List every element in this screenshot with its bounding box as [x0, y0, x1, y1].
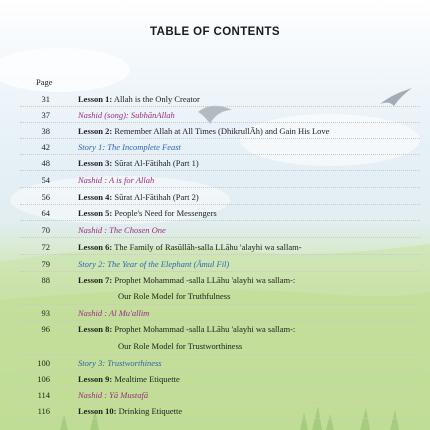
toc-entry[interactable] [0, 273, 430, 287]
entry-title: Story 1: The Incomplete Feast [78, 142, 181, 152]
toc-entry[interactable] [0, 190, 430, 204]
divider [20, 271, 420, 272]
divider [20, 237, 420, 238]
lesson-label: Lesson 3: [78, 158, 113, 168]
lesson-label: Lesson 8: [78, 324, 113, 334]
page-number: 56 [41, 192, 50, 202]
toc-entry[interactable] [0, 173, 430, 187]
toc-entry[interactable] [0, 92, 430, 106]
divider [20, 122, 420, 123]
divider [20, 320, 420, 321]
page-number: 31 [41, 94, 50, 104]
page-number: 38 [41, 126, 50, 136]
toc-entry[interactable] [0, 124, 430, 138]
page-number: 106 [37, 374, 50, 384]
toc-entry[interactable] [0, 140, 430, 154]
divider [20, 170, 420, 171]
divider [20, 354, 420, 355]
toc-entry[interactable] [0, 372, 430, 386]
entry-title: Nashid (song): SubhānAllah [78, 110, 175, 120]
lesson-label: Lesson 6: [78, 242, 113, 252]
lesson-label: Lesson 2: [78, 126, 113, 136]
entry-title: Story 2: The Year of the Elephant (Āmul Fil) [78, 259, 230, 269]
page-number: 116 [37, 406, 50, 416]
entry-title: Nashid : A is for Allah [78, 175, 155, 185]
toc-entry[interactable] [0, 306, 430, 320]
toc-entry[interactable] [0, 404, 430, 418]
entry-title: Our Role Model for Truthfulness [118, 291, 231, 301]
page-number: 100 [37, 358, 50, 368]
page-number: 48 [41, 158, 50, 168]
divider [20, 187, 420, 188]
page-number: 96 [41, 324, 50, 334]
divider [20, 402, 420, 403]
page-number: 114 [37, 390, 50, 400]
entry-title: Sūrat Al-Fātihah (Part 2) [114, 192, 199, 202]
page-number: 54 [41, 175, 50, 185]
lesson-label: Lesson 4: [78, 192, 113, 202]
page-number: 64 [41, 208, 50, 218]
divider [20, 418, 420, 419]
lesson-label: Lesson 9: [78, 374, 113, 384]
entry-title: Nashid : Yā Mustafā [78, 390, 149, 400]
divider [20, 304, 420, 305]
entry-title: Allah is the Only Creator [113, 94, 200, 104]
entry-title: Sūrat Al-Fātihah (Part 1) [114, 158, 199, 168]
page-number: 72 [41, 242, 50, 252]
toc-entry[interactable] [0, 240, 430, 254]
divider [20, 220, 420, 221]
page-number: 93 [41, 308, 50, 318]
entry-title: Nashid : The Chosen One [78, 225, 166, 235]
toc-entry[interactable] [0, 356, 430, 370]
page-number: 79 [41, 259, 50, 269]
lesson-label: Lesson 7: [78, 275, 113, 285]
page-title: TABLE OF CONTENTS [150, 26, 280, 38]
entry-title: Mealtime Etiquette [114, 374, 180, 384]
toc-entry[interactable] [0, 257, 430, 271]
page-number: 88 [41, 275, 50, 285]
toc-entry[interactable] [0, 388, 430, 402]
toc-entry-continuation [0, 289, 430, 303]
toc-entry[interactable] [0, 206, 430, 220]
entry-title: Our Role Model for Trustworthiness [118, 341, 243, 351]
toc-entry[interactable] [0, 108, 430, 122]
divider [20, 254, 420, 255]
divider [20, 138, 420, 139]
entry-title: Story 3: Trustworthiness [78, 358, 162, 368]
divider [20, 154, 420, 155]
entry-title: Drinking Etiquette [118, 406, 183, 416]
entry-title: Nashid : Al Mu'allim [78, 308, 150, 318]
toc-entry[interactable] [0, 223, 430, 237]
lesson-label: Lesson 5: [78, 208, 113, 218]
page-number: 37 [41, 110, 50, 120]
lesson-label: Lesson 1: [78, 94, 113, 104]
entry-title: Prophet Mohammad -salla LLāhu 'alayhi wa sallam-: [114, 324, 296, 334]
entry-title: Prophet Mohammad -salla LLāhu 'alayhi wa sallam-: [114, 275, 296, 285]
toc-entry[interactable] [0, 156, 430, 170]
toc-entry-continuation [0, 339, 430, 353]
entry-title: The Family of Rasūllāh-salla LLāhu 'alayhi wa sallam- [114, 242, 302, 252]
divider [20, 370, 420, 371]
page-number: 42 [41, 142, 50, 152]
page-column-header: Page [36, 77, 53, 87]
page-number: 70 [41, 225, 50, 235]
lesson-label: Lesson 10: [78, 406, 117, 416]
divider [20, 106, 420, 107]
divider [20, 204, 420, 205]
toc-entry[interactable] [0, 322, 430, 336]
entry-title: Remember Allah at All Times (DhikrullĀh) and Gain His Love [114, 126, 330, 136]
entry-title: People's Need for Messengers [114, 208, 217, 218]
divider [20, 386, 420, 387]
